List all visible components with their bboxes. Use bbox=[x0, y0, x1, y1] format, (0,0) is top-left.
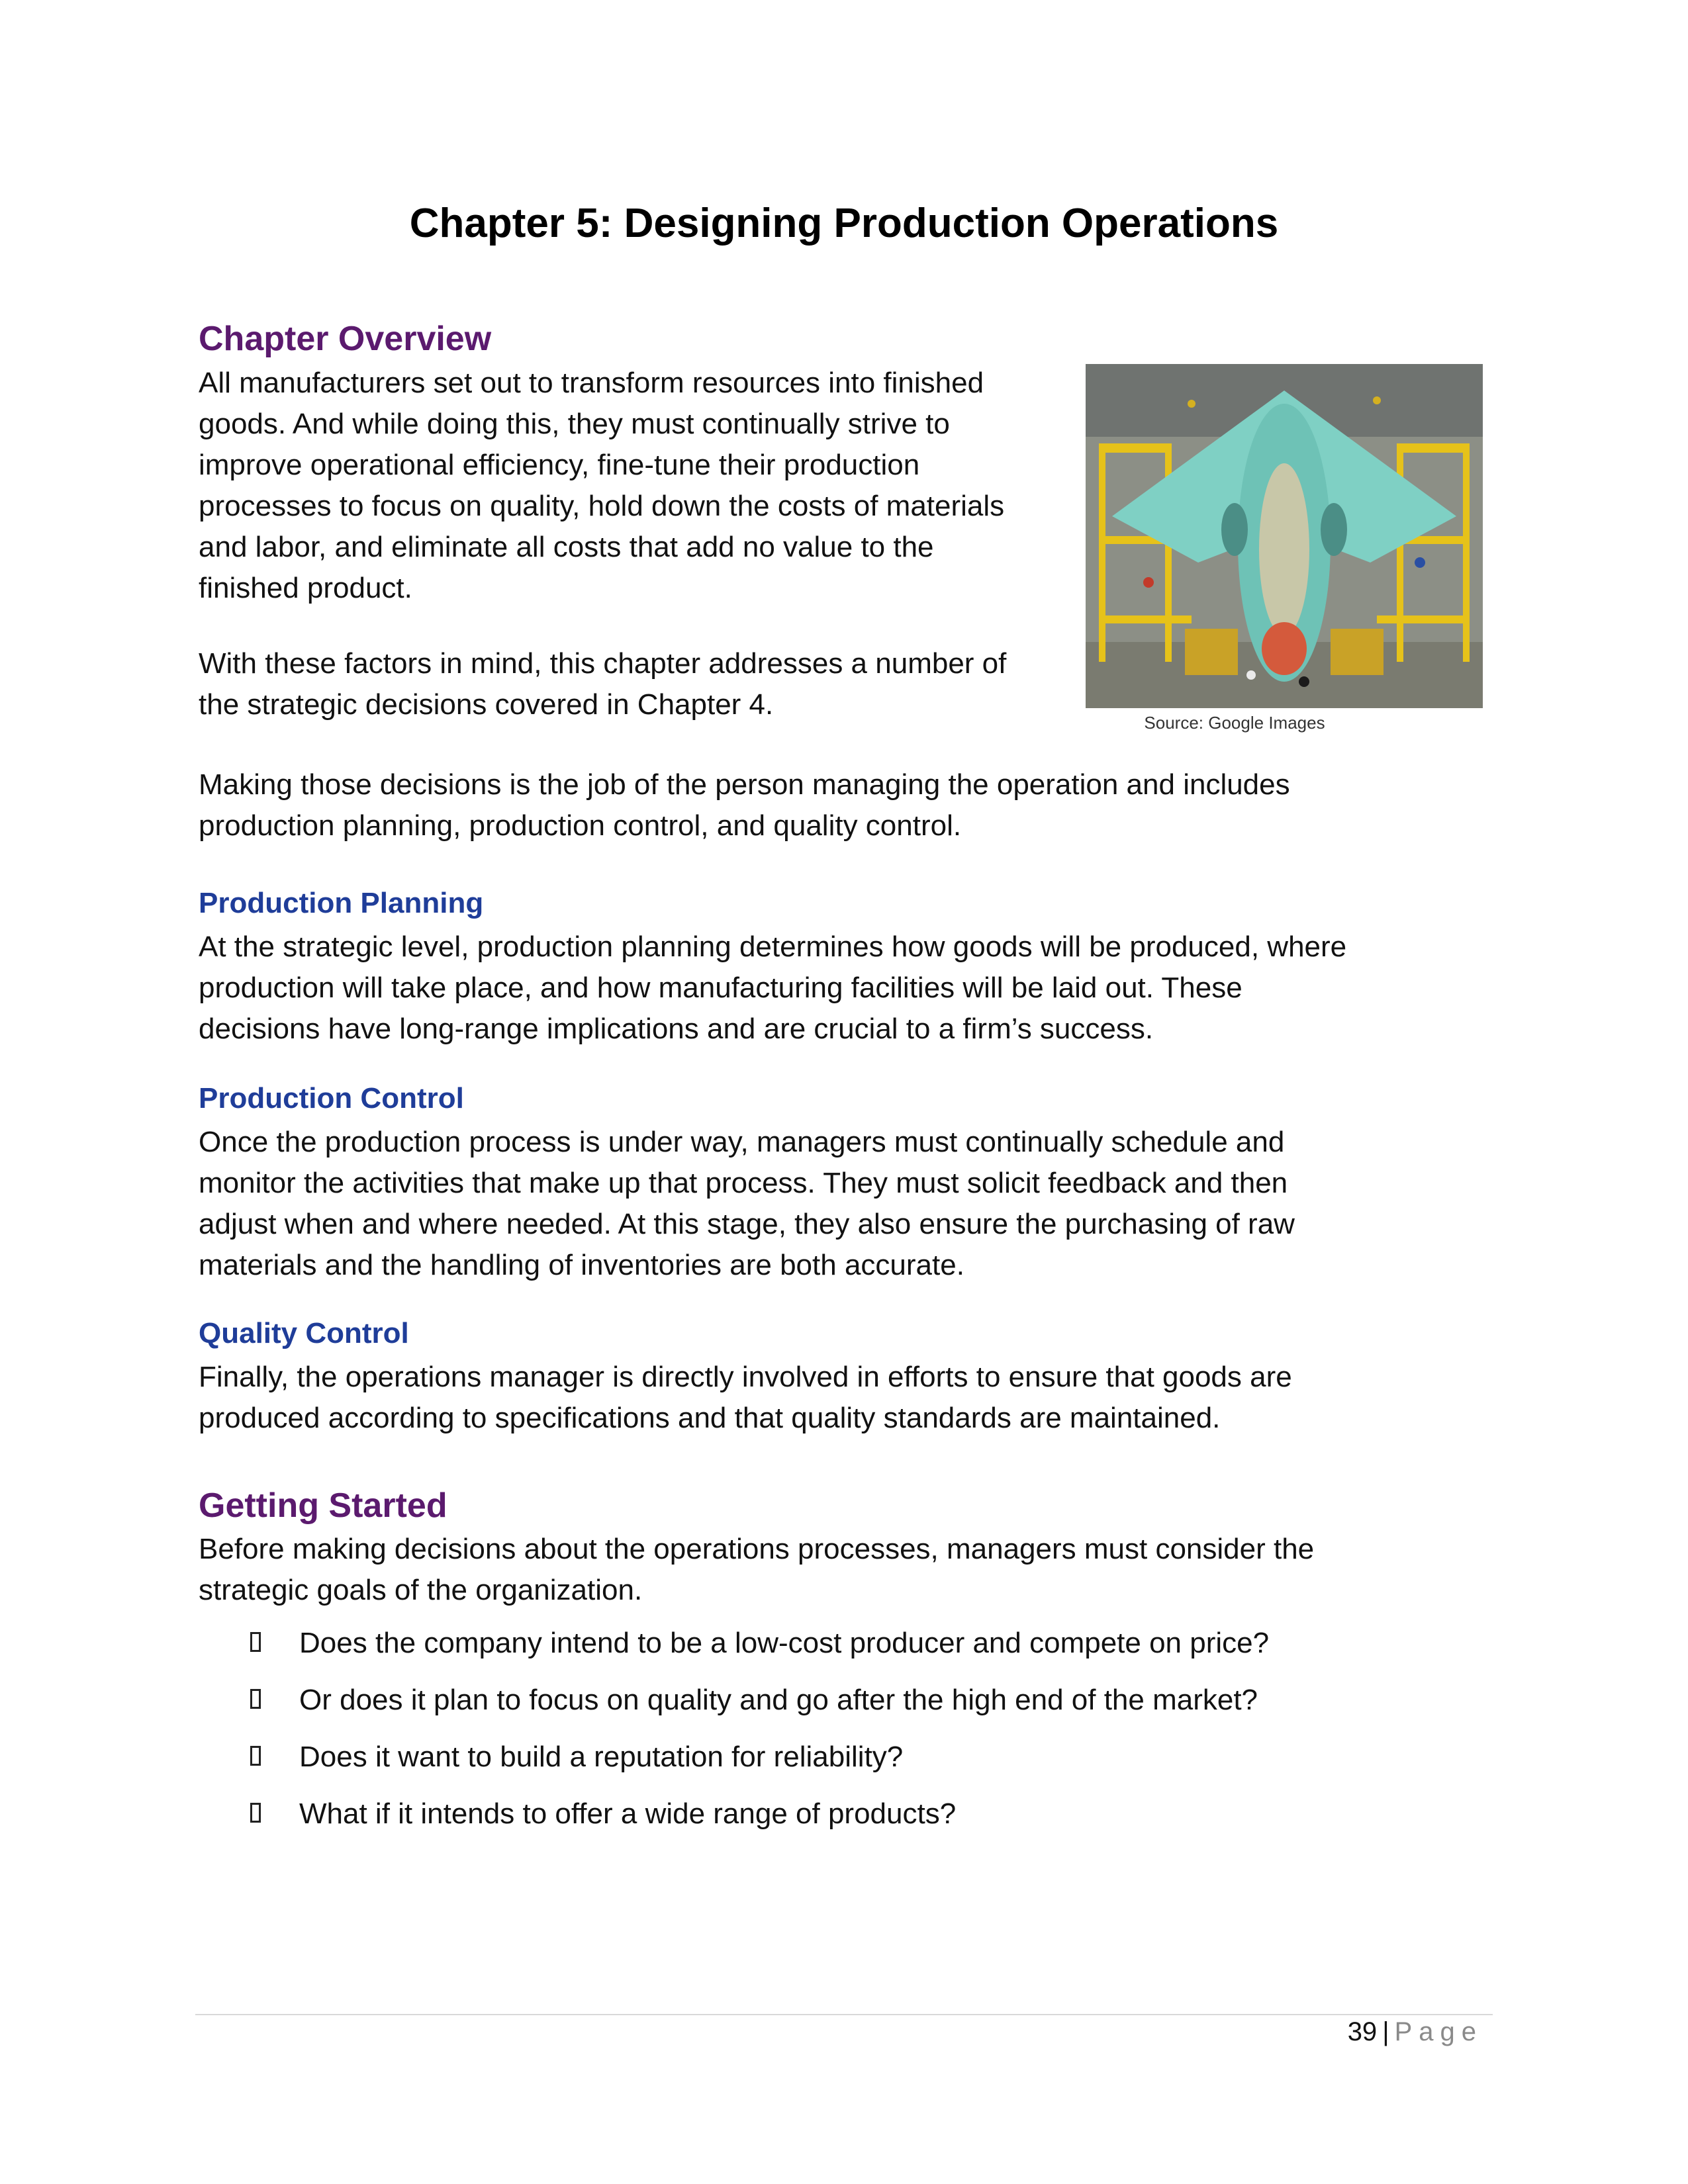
chapter-title: Chapter 5: Designing Production Operations bbox=[409, 201, 1279, 246]
page-footer bbox=[1348, 2017, 1483, 2047]
text-line: At the strategic level, production planning determines how goods will be produced, where bbox=[199, 931, 1347, 963]
aircraft-assembly-photo bbox=[1086, 364, 1483, 708]
quality-control-heading: Quality Control bbox=[199, 1317, 409, 1349]
getting-started-paragraph bbox=[199, 1529, 1314, 1611]
page-word: Page bbox=[1394, 2017, 1483, 2046]
list-item-text: What if it intends to offer a wide range of products? bbox=[299, 1797, 957, 1830]
list-item bbox=[250, 1737, 1442, 1794]
text-line: and labor, and eliminate all costs that add no value to the bbox=[199, 531, 934, 563]
production-control-paragraph bbox=[199, 1122, 1295, 1286]
bullet-box-icon bbox=[250, 1632, 261, 1652]
text-line: adjust when and where needed. At this stage, they also ensure the purchasing of raw bbox=[199, 1208, 1295, 1240]
list-item-text: Does the company intend to be a low-cost producer and compete on price? bbox=[299, 1627, 1270, 1659]
footer-separator: | bbox=[1382, 2017, 1389, 2046]
list-item-text: Or does it plan to focus on quality and go after the high end of the market? bbox=[299, 1684, 1258, 1716]
list-item bbox=[250, 1794, 1442, 1850]
list-item bbox=[250, 1680, 1442, 1737]
text-line: All manufacturers set out to transform resources into finished bbox=[199, 367, 984, 399]
list-item bbox=[250, 1623, 1442, 1680]
overview-paragraph-3 bbox=[199, 764, 1290, 846]
text-line: materials and the handling of inventories are both accurate. bbox=[199, 1249, 964, 1281]
overview-paragraph-2 bbox=[199, 643, 1006, 725]
production-control-heading: Production Control bbox=[199, 1082, 464, 1115]
production-planning-heading: Production Planning bbox=[199, 887, 484, 919]
text-line: produced according to specifications and that quality standards are maintained. bbox=[199, 1402, 1221, 1434]
text-line: finished product. bbox=[199, 572, 412, 604]
text-line: With these factors in mind, this chapter addresses a number of bbox=[199, 647, 1007, 680]
bullet-box-icon bbox=[250, 1689, 261, 1709]
quality-control-paragraph bbox=[199, 1357, 1292, 1439]
getting-started-heading: Getting Started bbox=[199, 1486, 447, 1525]
text-line: improve operational efficiency, fine-tune their production bbox=[199, 449, 920, 481]
text-line: strategic goals of the organization. bbox=[199, 1574, 643, 1606]
text-line: goods. And while doing this, they must continually strive to bbox=[199, 408, 950, 440]
text-line: Before making decisions about the operations processes, managers must consider the bbox=[199, 1533, 1315, 1565]
text-line: processes to focus on quality, hold down the costs of materials bbox=[199, 490, 1005, 522]
bullet-box-icon bbox=[250, 1746, 261, 1766]
text-line: production planning, production control, and quality control. bbox=[199, 809, 962, 842]
text-line: decisions have long-range implications and are crucial to a firm’s success. bbox=[199, 1013, 1154, 1045]
text-line: production will take place, and how manufacturing facilities will be laid out. These bbox=[199, 972, 1243, 1004]
text-line: Making those decisions is the job of the person managing the operation and includes bbox=[199, 768, 1290, 801]
overview-heading: Chapter Overview bbox=[199, 320, 492, 358]
page-number: 39 bbox=[1347, 2017, 1378, 2046]
strategic-questions-list bbox=[250, 1623, 1442, 1850]
overview-paragraph-1 bbox=[199, 363, 1004, 609]
text-line: Once the production process is under way, managers must continually schedule and bbox=[199, 1126, 1285, 1158]
production-planning-paragraph bbox=[199, 927, 1346, 1050]
text-line: Finally, the operations manager is directly involved in efforts to ensure that goods are bbox=[199, 1361, 1292, 1393]
footer-divider bbox=[195, 2014, 1493, 2015]
list-item-text: Does it want to build a reputation for reliability? bbox=[299, 1741, 904, 1773]
text-line: the strategic decisions covered in Chapter 4. bbox=[199, 688, 774, 721]
text-line: monitor the activities that make up that process. They must solicit feedback and then bbox=[199, 1167, 1288, 1199]
image-source-caption: Source: Google Images bbox=[1144, 713, 1325, 733]
bullet-box-icon bbox=[250, 1803, 261, 1823]
